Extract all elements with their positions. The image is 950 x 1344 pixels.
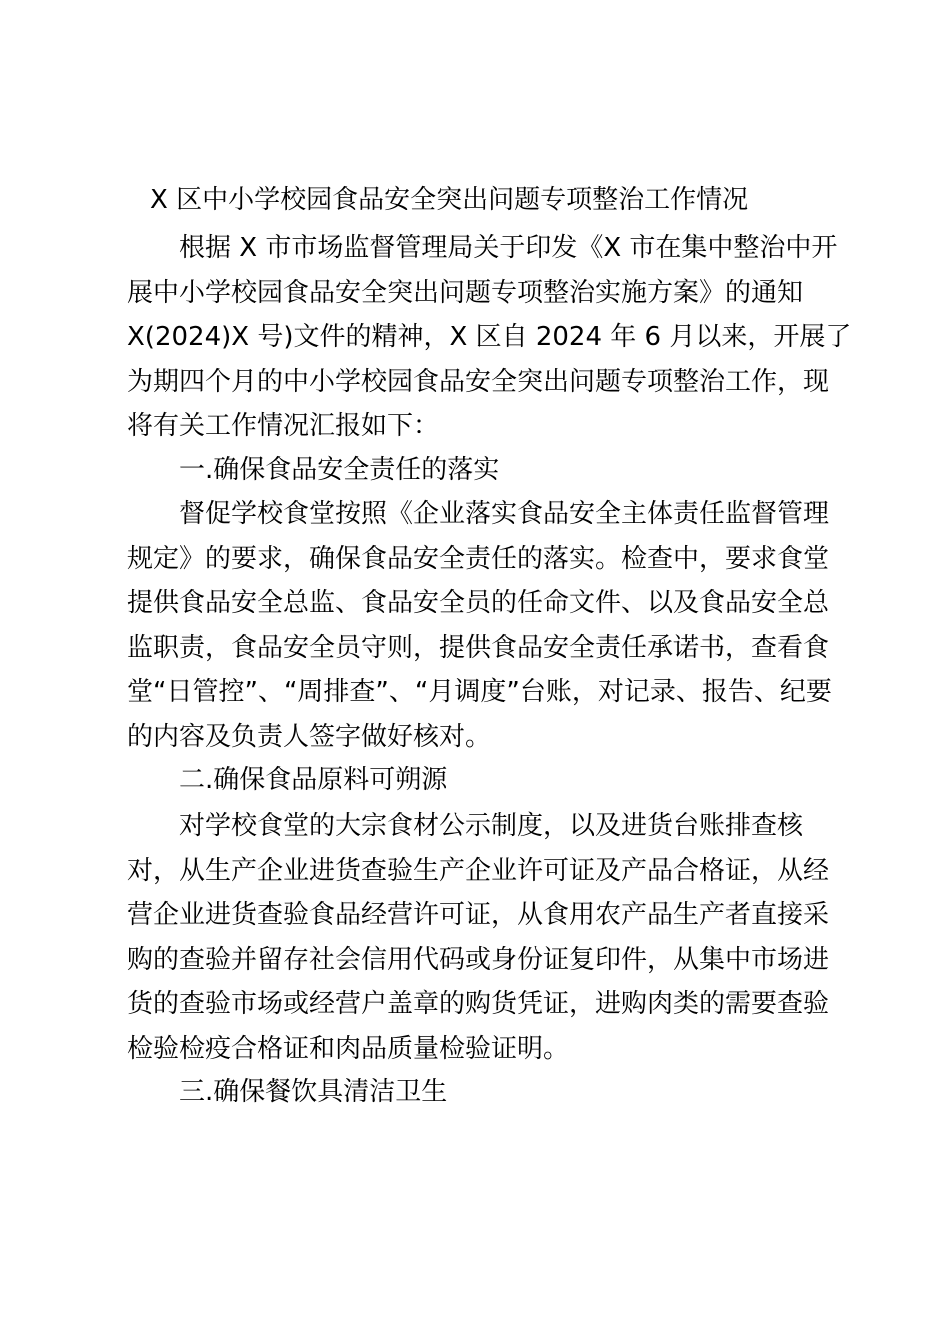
intro-line-5: 将有关工作情况汇报如下： [127,411,440,441]
intro-line-2: 展中小学校园食品安全突出问题专项整治实施方案》的通知 [127,277,804,308]
section-2-line-3: 营企业进货查验食品经营许可证，从食用农产品生产者直接采 [127,900,830,930]
section-1-line-5: 堂“日管控”、“周排查”、“月调度”台账，对记录、报告、纪要 [127,677,832,707]
section-2-line-4: 购的查验并留存社会信用代码或身份证复印件，从集中市场进 [127,944,830,975]
section-2-line-2: 对，从生产企业进货查验生产企业许可证及产品合格证，从经 [127,855,830,886]
section-1-line-4: 监职责，食品安全员守则，提供食品安全责任承诺书，查看食 [127,632,830,663]
section-1-paragraph [127,492,832,759]
section-2-line-1: 对学校食堂的大宗食材公示制度，以及进货台账排查核 [179,811,804,841]
section-2-paragraph [127,804,830,1071]
section-2-line-5: 货的查验市场或经营户盖章的购货凭证，进购肉类的需要查验 [127,989,830,1019]
intro-line-1: 根据 X 市市场监督管理局关于印发《X 市在集中整治中开 [179,233,838,263]
intro-line-3: X(2024)X 号)文件的精神，X 区自 2024 年 6 月以来，开展了 [127,322,852,352]
intro-paragraph [127,226,852,449]
section-1-line-2: 规定》的要求，确保食品安全责任的落实。检查中，要求食堂 [127,543,830,574]
section-2-heading: 二.确保食品原料可朔源 [179,765,448,795]
document-title: X 区中小学校园食品安全突出问题专项整治工作情况 [150,185,749,215]
section-1-line-6: 的内容及负责人签字做好核对。 [127,721,492,752]
section-3-heading: 三.确保餐饮具清洁卫生 [179,1077,448,1107]
section-2-line-6: 检验检疫合格证和肉品质量检验证明。 [127,1033,570,1064]
section-1-line-1: 督促学校食堂按照《企业落实食品安全主体责任监督管理 [179,499,830,529]
intro-line-4: 为期四个月的中小学校园食品安全突出问题专项整治工作，现 [127,366,830,397]
section-1-line-3: 提供食品安全总监、食品安全员的任命文件、以及食品安全总 [127,588,830,618]
section-1-heading: 一.确保食品安全责任的落实 [179,455,500,485]
